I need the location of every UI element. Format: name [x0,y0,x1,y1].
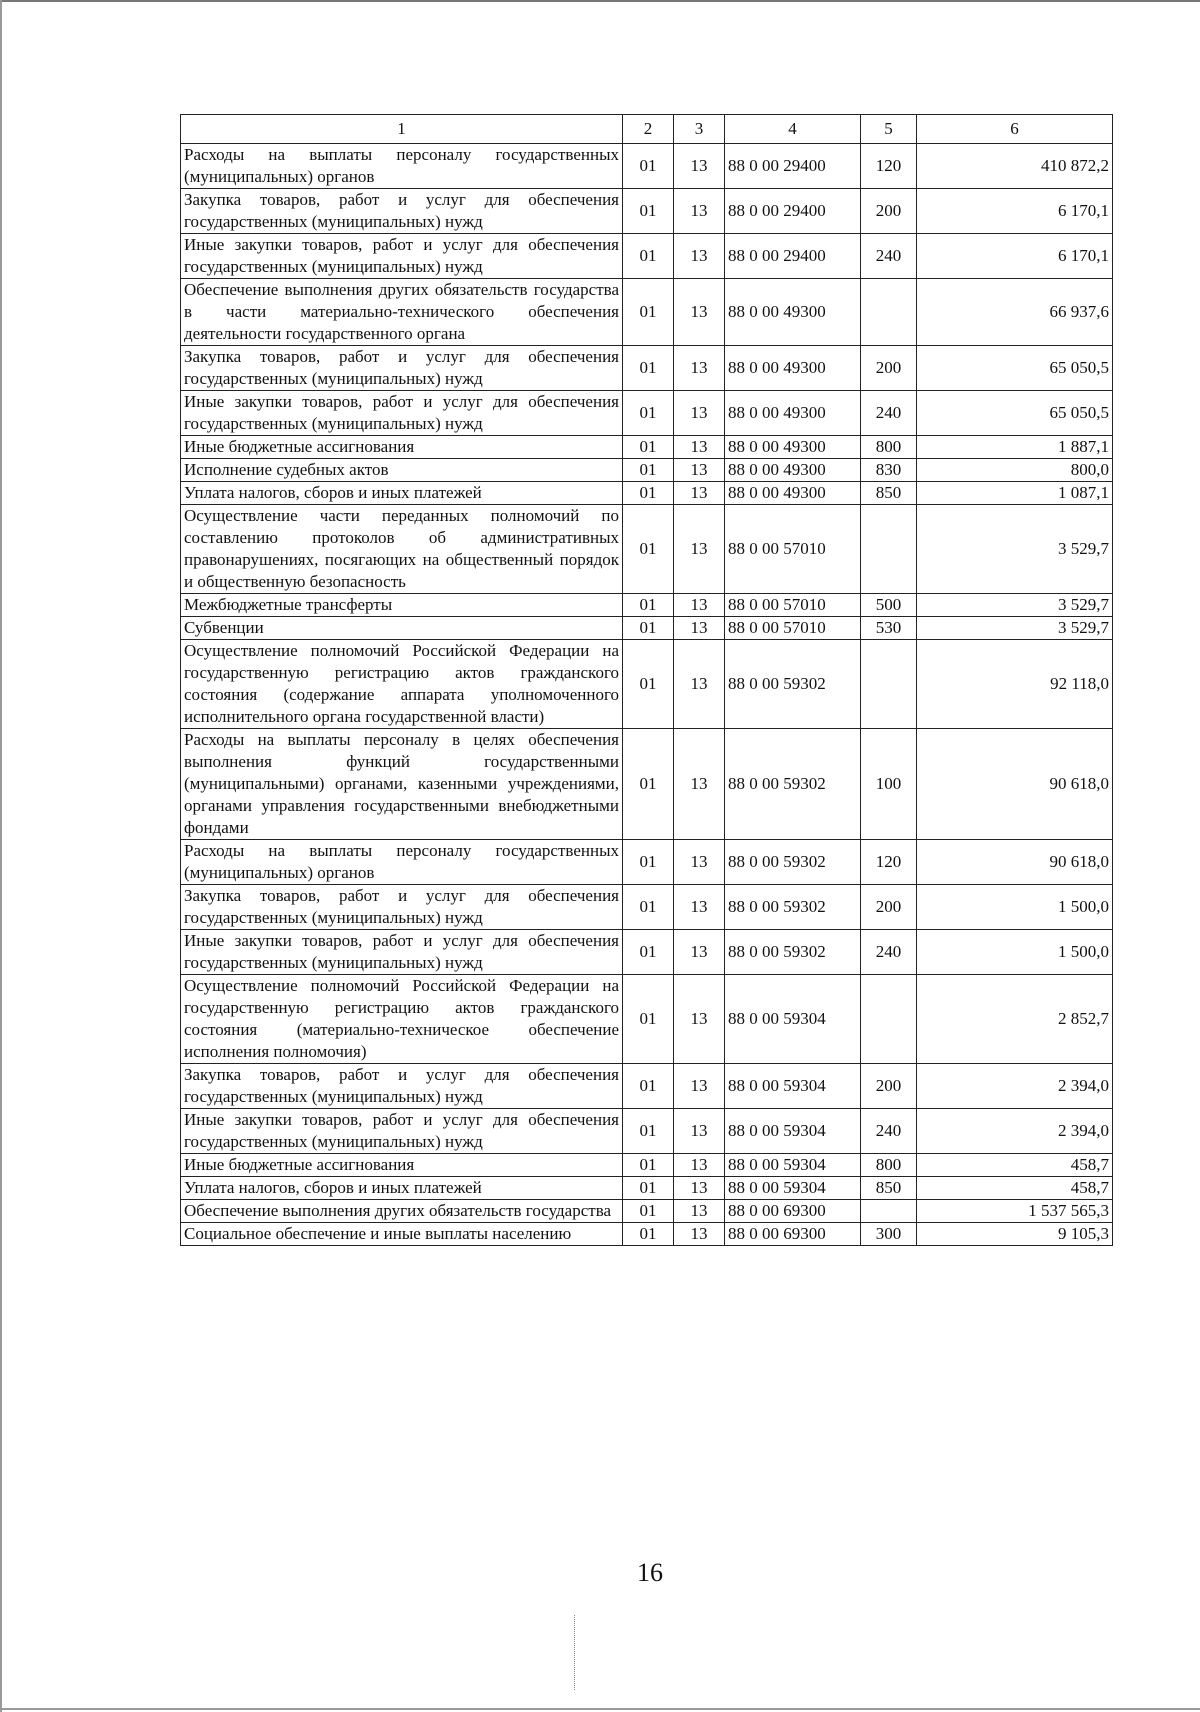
row-expense-type-cell: 800 [861,1154,917,1177]
row-name-cell: Осуществление части переданных полномочий по составлению протоколов об административных правонарушениях, посягающих на общественный порядок и общественную безопасность [181,505,623,594]
row-section-cell: 01 [623,1223,674,1246]
row-target-code-cell: 88 0 00 59302 [725,930,861,975]
table-row [181,1154,1113,1177]
row-expense-type-cell: 800 [861,436,917,459]
row-target-code-cell: 88 0 00 59304 [725,1064,861,1109]
row-target-code-cell: 88 0 00 59302 [725,640,861,729]
row-target-code-cell: 88 0 00 29400 [725,234,861,279]
row-amount-cell: 65 050,5 [917,346,1113,391]
row-amount-cell: 90 618,0 [917,840,1113,885]
row-amount-cell: 1 500,0 [917,885,1113,930]
row-target-code-cell: 88 0 00 59304 [725,1177,861,1200]
table-row [181,930,1113,975]
row-amount-cell: 2 394,0 [917,1109,1113,1154]
row-target-code-cell: 88 0 00 69300 [725,1200,861,1223]
row-target-code-cell: 88 0 00 49300 [725,346,861,391]
table-row [181,144,1113,189]
table-row [181,1223,1113,1246]
row-section-cell: 01 [623,189,674,234]
row-target-code-cell: 88 0 00 59304 [725,975,861,1064]
header-col-2: 2 [623,115,674,144]
row-name-cell: Расходы на выплаты персоналу государственных (муниципальных) органов [181,144,623,189]
row-section-cell: 01 [623,930,674,975]
row-target-code-cell: 88 0 00 59302 [725,729,861,840]
row-name-cell: Расходы на выплаты персоналу государственных (муниципальных) органов [181,840,623,885]
row-amount-cell: 458,7 [917,1177,1113,1200]
row-expense-type-cell [861,279,917,346]
row-section-cell: 01 [623,640,674,729]
row-subsection-cell: 13 [674,189,725,234]
row-expense-type-cell: 530 [861,617,917,640]
row-name-cell: Межбюджетные трансферты [181,594,623,617]
row-expense-type-cell: 240 [861,1109,917,1154]
row-subsection-cell: 13 [674,459,725,482]
table-row [181,279,1113,346]
row-expense-type-cell: 500 [861,594,917,617]
row-amount-cell: 3 529,7 [917,594,1113,617]
table-row [181,346,1113,391]
row-subsection-cell: 13 [674,1223,725,1246]
table-row [181,234,1113,279]
row-target-code-cell: 88 0 00 59302 [725,840,861,885]
table-row [181,1109,1113,1154]
page-number: 16 [637,1558,663,1587]
row-name-cell: Иные закупки товаров, работ и услуг для обеспечения государственных (муниципальных) нужд [181,1109,623,1154]
row-name-cell: Обеспечение выполнения других обязательств государства в части материально-технического обеспечения деятельности государственного органа [181,279,623,346]
row-amount-cell: 800,0 [917,459,1113,482]
row-target-code-cell: 88 0 00 57010 [725,505,861,594]
row-expense-type-cell: 850 [861,482,917,505]
header-col-5: 5 [861,115,917,144]
row-section-cell: 01 [623,885,674,930]
row-target-code-cell: 88 0 00 49300 [725,459,861,482]
row-section-cell: 01 [623,1177,674,1200]
row-amount-cell: 1 887,1 [917,436,1113,459]
row-amount-cell: 3 529,7 [917,505,1113,594]
row-expense-type-cell: 850 [861,1177,917,1200]
row-subsection-cell: 13 [674,885,725,930]
row-expense-type-cell: 200 [861,189,917,234]
row-subsection-cell: 13 [674,234,725,279]
row-target-code-cell: 88 0 00 49300 [725,391,861,436]
row-name-cell: Социальное обеспечение и иные выплаты населению [181,1223,623,1246]
row-name-cell: Закупка товаров, работ и услуг для обеспечения государственных (муниципальных) нужд [181,189,623,234]
row-amount-cell: 410 872,2 [917,144,1113,189]
row-expense-type-cell [861,975,917,1064]
row-subsection-cell: 13 [674,975,725,1064]
header-col-1: 1 [181,115,623,144]
row-amount-cell: 9 105,3 [917,1223,1113,1246]
row-amount-cell: 3 529,7 [917,617,1113,640]
row-expense-type-cell: 100 [861,729,917,840]
binding-mark [574,1615,576,1690]
row-section-cell: 01 [623,144,674,189]
row-subsection-cell: 13 [674,1154,725,1177]
row-section-cell: 01 [623,729,674,840]
row-subsection-cell: 13 [674,346,725,391]
row-amount-cell: 2 852,7 [917,975,1113,1064]
row-expense-type-cell: 240 [861,234,917,279]
header-col-3: 3 [674,115,725,144]
row-section-cell: 01 [623,840,674,885]
table-row [181,640,1113,729]
table-row [181,729,1113,840]
row-amount-cell: 6 170,1 [917,189,1113,234]
row-section-cell: 01 [623,1064,674,1109]
row-subsection-cell: 13 [674,930,725,975]
table-row [181,436,1113,459]
row-amount-cell: 1 087,1 [917,482,1113,505]
row-section-cell: 01 [623,1154,674,1177]
row-target-code-cell: 88 0 00 59304 [725,1109,861,1154]
row-amount-cell: 2 394,0 [917,1064,1113,1109]
table-row [181,975,1113,1064]
row-name-cell: Иные закупки товаров, работ и услуг для обеспечения государственных (муниципальных) нужд [181,391,623,436]
row-target-code-cell: 88 0 00 57010 [725,617,861,640]
row-target-code-cell: 88 0 00 49300 [725,436,861,459]
row-target-code-cell: 88 0 00 59302 [725,885,861,930]
row-subsection-cell: 13 [674,594,725,617]
row-name-cell: Закупка товаров, работ и услуг для обеспечения государственных (муниципальных) нужд [181,1064,623,1109]
row-subsection-cell: 13 [674,1064,725,1109]
row-name-cell: Исполнение судебных актов [181,459,623,482]
header-col-6: 6 [917,115,1113,144]
row-target-code-cell: 88 0 00 49300 [725,279,861,346]
row-subsection-cell: 13 [674,617,725,640]
table-row [181,459,1113,482]
row-name-cell: Уплата налогов, сборов и иных платежей [181,1177,623,1200]
row-amount-cell: 65 050,5 [917,391,1113,436]
scan-border-top [0,0,1200,2]
table-body [181,144,1113,1246]
header-col-4: 4 [725,115,861,144]
row-section-cell: 01 [623,391,674,436]
row-amount-cell: 6 170,1 [917,234,1113,279]
row-expense-type-cell [861,640,917,729]
row-section-cell: 01 [623,505,674,594]
scan-border-left [0,0,2,1712]
row-expense-type-cell: 300 [861,1223,917,1246]
row-section-cell: 01 [623,234,674,279]
row-section-cell: 01 [623,436,674,459]
row-target-code-cell: 88 0 00 29400 [725,189,861,234]
budget-table [180,114,1113,1246]
table-row [181,189,1113,234]
row-section-cell: 01 [623,617,674,640]
row-name-cell: Субвенции [181,617,623,640]
scan-border-bottom [0,1708,1200,1710]
row-amount-cell: 458,7 [917,1154,1113,1177]
row-subsection-cell: 13 [674,391,725,436]
table-row [181,885,1113,930]
row-section-cell: 01 [623,594,674,617]
row-section-cell: 01 [623,459,674,482]
table-row [181,594,1113,617]
table-row [181,1177,1113,1200]
row-amount-cell: 90 618,0 [917,729,1113,840]
row-section-cell: 01 [623,1200,674,1223]
row-section-cell: 01 [623,346,674,391]
row-amount-cell: 92 118,0 [917,640,1113,729]
row-subsection-cell: 13 [674,1200,725,1223]
row-subsection-cell: 13 [674,436,725,459]
row-amount-cell: 1 537 565,3 [917,1200,1113,1223]
row-name-cell: Обеспечение выполнения других обязательств государства [181,1200,623,1223]
row-expense-type-cell [861,1200,917,1223]
row-section-cell: 01 [623,1109,674,1154]
row-name-cell: Иные закупки товаров, работ и услуг для обеспечения государственных (муниципальных) нужд [181,234,623,279]
row-subsection-cell: 13 [674,144,725,189]
row-subsection-cell: 13 [674,505,725,594]
table-header-row [181,115,1113,144]
row-subsection-cell: 13 [674,1109,725,1154]
row-target-code-cell: 88 0 00 49300 [725,482,861,505]
row-section-cell: 01 [623,279,674,346]
row-expense-type-cell [861,505,917,594]
row-name-cell: Иные бюджетные ассигнования [181,1154,623,1177]
row-target-code-cell: 88 0 00 57010 [725,594,861,617]
row-name-cell: Закупка товаров, работ и услуг для обеспечения государственных (муниципальных) нужд [181,346,623,391]
row-expense-type-cell: 240 [861,930,917,975]
row-name-cell: Осуществление полномочий Российской Федерации на государственную регистрацию актов гражданского состояния (содержание аппарата уполномоченного исполнительного органа государственной власти) [181,640,623,729]
row-amount-cell: 66 937,6 [917,279,1113,346]
row-subsection-cell: 13 [674,482,725,505]
row-expense-type-cell: 120 [861,840,917,885]
row-name-cell: Закупка товаров, работ и услуг для обеспечения государственных (муниципальных) нужд [181,885,623,930]
table-row [181,1064,1113,1109]
row-subsection-cell: 13 [674,640,725,729]
row-name-cell: Уплата налогов, сборов и иных платежей [181,482,623,505]
row-subsection-cell: 13 [674,1177,725,1200]
row-name-cell: Расходы на выплаты персоналу в целях обеспечения выполнения функций государственными (муниципальными) органами, казенными учреждениями, органами управления государственными внебюджетными фондами [181,729,623,840]
table-row [181,840,1113,885]
row-target-code-cell: 88 0 00 29400 [725,144,861,189]
row-expense-type-cell: 120 [861,144,917,189]
row-subsection-cell: 13 [674,840,725,885]
row-expense-type-cell: 200 [861,1064,917,1109]
row-expense-type-cell: 200 [861,346,917,391]
table-row [181,1200,1113,1223]
row-section-cell: 01 [623,482,674,505]
row-expense-type-cell: 830 [861,459,917,482]
row-section-cell: 01 [623,975,674,1064]
row-name-cell: Осуществление полномочий Российской Федерации на государственную регистрацию актов гражданского состояния (материально-техническое обеспечение исполнения полномочия) [181,975,623,1064]
row-target-code-cell: 88 0 00 69300 [725,1223,861,1246]
table-row [181,482,1113,505]
row-subsection-cell: 13 [674,729,725,840]
table-row [181,391,1113,436]
row-target-code-cell: 88 0 00 59304 [725,1154,861,1177]
row-subsection-cell: 13 [674,279,725,346]
row-expense-type-cell: 200 [861,885,917,930]
row-name-cell: Иные закупки товаров, работ и услуг для обеспечения государственных (муниципальных) нужд [181,930,623,975]
row-amount-cell: 1 500,0 [917,930,1113,975]
row-name-cell: Иные бюджетные ассигнования [181,436,623,459]
table-row [181,617,1113,640]
row-expense-type-cell: 240 [861,391,917,436]
table-row [181,505,1113,594]
